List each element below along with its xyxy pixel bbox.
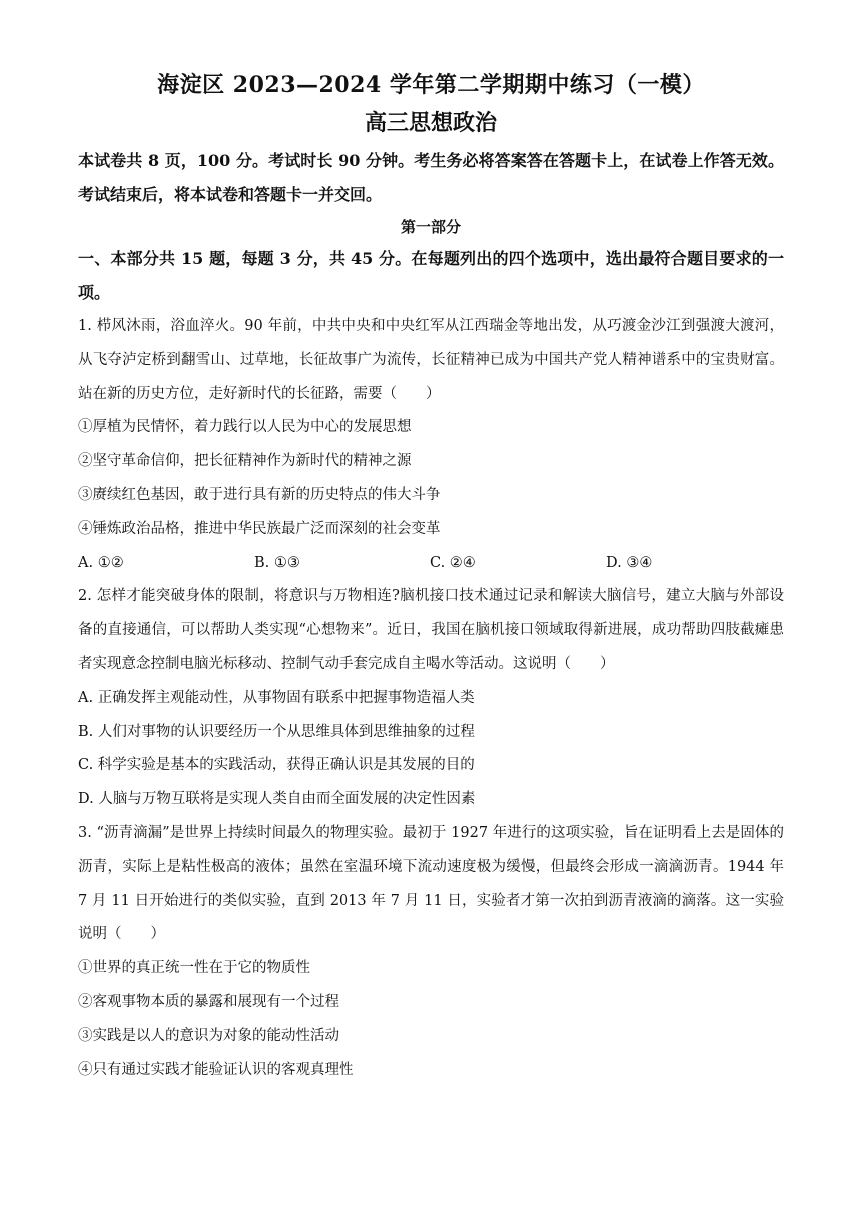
question-stem: 3. “沥青滴漏”是世界上持续时间最久的物理实验。最初于 1927 年进行的这项实验，旨在证明看上去是固体的沥青，实际上是粘性极高的液体；虽然在室温环境下流动速度极为缓慢，但最终会形成一滴滴沥青。1944 年 7 月 11 日开始进行的类似实验，直到 2013 年 7 月 11 日，实验者才第一次拍到沥青液滴的滴落。这一实验说明（ ） — [78, 824, 784, 943]
answer-choices — [78, 547, 784, 581]
question-3 — [78, 817, 784, 1087]
choice-b: B. ①③ — [254, 554, 300, 571]
choice-d: D. ③④ — [606, 554, 653, 571]
question-stem: 1. 栉风沐雨，浴血淬火。90 年前，中共中央和中央红军从江西瑞金等地出发，从巧渡金沙江到强渡大渡河，从飞夺泸定桥到翻雪山、过草地，长征故事广为流传，长征精神已成为中国共产党人精神谱系中的宝贵财富。站在新的历史方位，走好新时代的长征路，需要（ ） — [78, 318, 784, 402]
statement-item: ④锤炼政治品格，推进中华民族最广泛而深刻的社会变革 — [78, 520, 441, 537]
statement-item: ①厚植为民情怀，着力践行以人民为中心的发展思想 — [78, 419, 412, 436]
choice-d: D. 人脑与万物互联将是实现人类自由而全面发展的决定性因素 — [78, 791, 476, 808]
section-intro: 一、本部分共 15 题，每题 3 分，共 45 分。在每题列出的四个选项中，选出最符合题目要求的一项。 — [78, 249, 784, 302]
exam-title: 海淀区 2023—2024 学年第二学期期中练习（一模） — [157, 72, 705, 98]
question-2 — [78, 580, 784, 817]
question-1 — [78, 310, 784, 580]
exam-page — [78, 70, 784, 1087]
choice-a: A. 正确发挥主观能动性，从事物固有联系中把握事物造福人类 — [78, 689, 475, 706]
question-stem: 2. 怎样才能突破身体的限制，将意识与万物相连?脑机接口技术通过记录和解读大脑信号，建立大脑与外部设备的直接通信，可以帮助人类实现“心想物来”。近日，我国在脑机接口领域取得新进展，成功帮助四肢截瘫患者实现意念控制电脑光标移动、控制气动手套完成自主喝水等活动。这说明（ ） — [78, 588, 784, 672]
choice-b: B. 人们对事物的认识要经历一个从思维具体到思维抽象的过程 — [78, 723, 475, 740]
statement-item: ③赓续红色基因，敢于进行具有新的历史特点的伟大斗争 — [78, 486, 441, 503]
exam-subject: 高三思想政治 — [364, 110, 497, 136]
statement-item: ②坚守革命信仰，把长征精神作为新时代的精神之源 — [78, 453, 412, 470]
statement-item: ②客观事物本质的暴露和展现有一个过程 — [78, 993, 339, 1010]
statement-item: ③实践是以人的意识为对象的能动性活动 — [78, 1027, 339, 1044]
part-title: 第一部分 — [400, 218, 461, 236]
choice-c: C. 科学实验是基本的实践活动，获得正确认识是其发展的目的 — [78, 757, 475, 774]
statement-item: ④只有通过实践才能验证认识的客观真理性 — [78, 1061, 354, 1078]
exam-notice: 本试卷共 8 页，100 分。考试时长 90 分钟。考生务必将答案答在答题卡上，在试卷上作答无效。考试结束后，将本试卷和答题卡一并交回。 — [78, 151, 784, 204]
statement-item: ①世界的真正统一性在于它的物质性 — [78, 960, 310, 977]
choice-c: C. ②④ — [430, 554, 476, 571]
choice-a: A. ①② — [78, 554, 124, 571]
